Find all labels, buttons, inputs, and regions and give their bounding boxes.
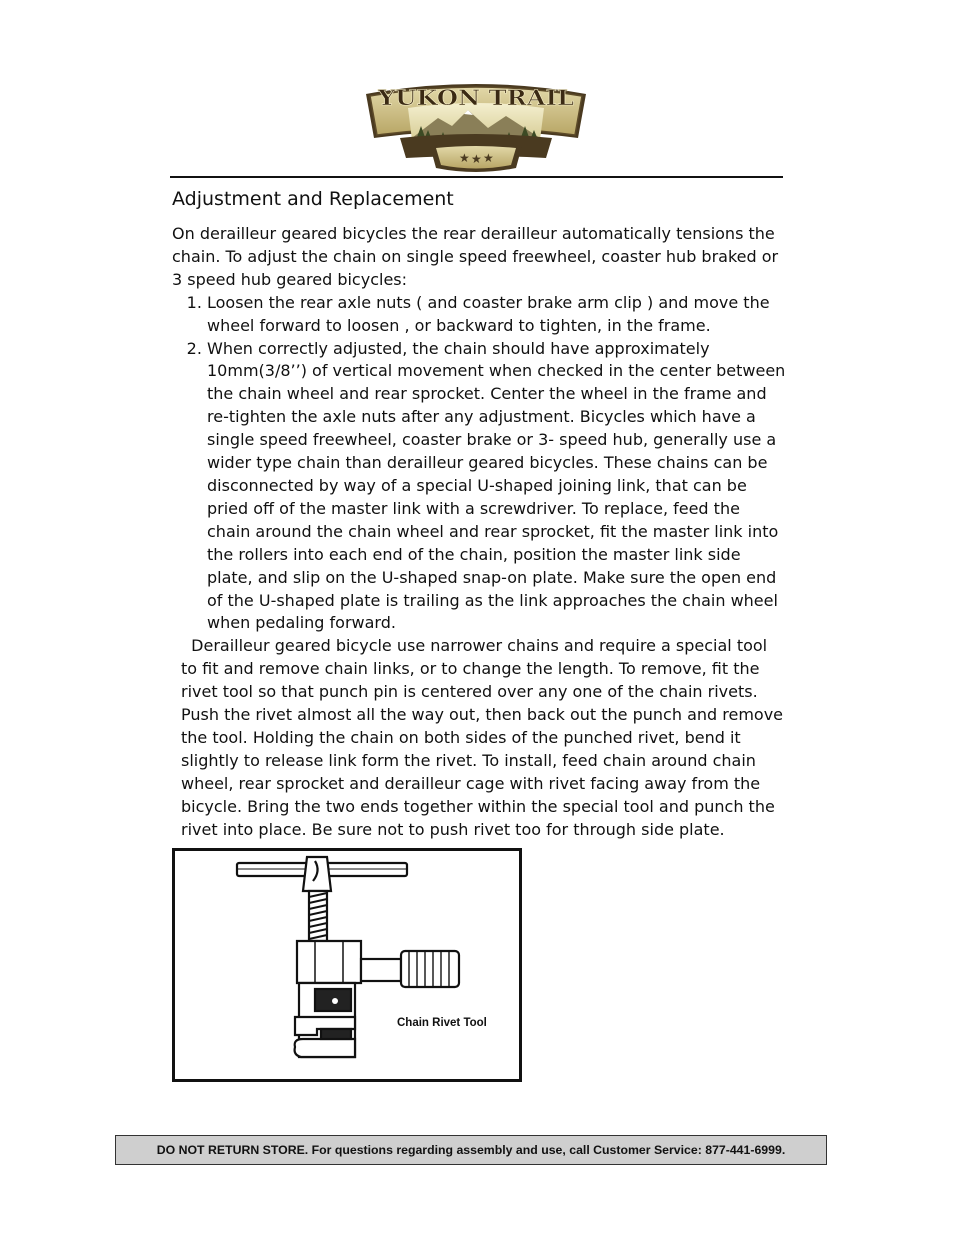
yukon-trail-logo-icon [360,80,592,174]
derailleur-paragraph-text: Derailleur geared bicycle use narrower chains and require a special tool to fit and remove chain links, or to change the length. To remove, fit the rivet tool so that punch pin is centered over any one of the chain rivets. Push the rivet almost all the way out, then back out the punch and remove the tool. Holding the chain on both sides of the punched rivet, bend it slightly to release link form the rivet. To install, feed chain around chain wheel, rear sprocket and derailleur cage with rivet facing away from the bicycle. Bring the two ends together within the special tool and punch the rivet into place. Be sure not to push rivet too for through side plate. [181,636,784,839]
document-body [172,186,786,841]
footer-notice: DO NOT RETURN STORE. For questions regarding assembly and use, call Customer Service: 877-441-6999. [115,1135,827,1165]
chain-rivet-tool-icon [175,851,519,1079]
step-item: 1. Loosen the rear axle nuts ( and coaster brake arm clip ) and move the wheel forward to loosen , or backward to tighten, in the frame. [207,292,786,338]
svg-text:★: ★ [471,152,482,166]
intro-paragraph: On derailleur geared bicycles the rear derailleur automatically tensions the chain. To adjust the chain on single speed freewheel, coaster hub braked or 3 speed hub geared bicycles: [172,224,779,289]
svg-text:★: ★ [483,151,494,165]
svg-text:YUKON TRAIL: YUKON TRAIL [376,85,575,110]
figure-label: Chain Rivet Tool [397,1017,487,1029]
svg-text:★: ★ [459,151,470,165]
chain-rivet-tool-figure [172,848,522,1082]
derailleur-paragraph [181,635,786,841]
section-heading: Adjustment and Replacement [172,188,454,210]
adjustment-steps [172,292,786,636]
header-rule [170,176,783,178]
step-item: 2. When correctly adjusted, the chain should have approximately 10mm(3/8’’) of vertical movement when checked in the center between the chain wheel and rear sprocket. Center the wheel in the frame and re-tighten the axle nuts after any adjustment. Bicycles which have a single speed freewheel, coaster brake or 3- speed hub, generally use a wider type chain than derailleur geared bicycles. These chains can be disconnected by way of a special U-shaped joining link, that can be pried off of the master link with a screwdriver. To replace, feed the chain around the chain wheel and rear sprocket, fit the master link into the rollers into each end of the chain, position the master link side plate, and slip on the U-shaped snap-on plate. Make sure the open end of the U-shaped plate is trailing as the link approaches the chain wheel when pedaling forward. [207,338,786,636]
